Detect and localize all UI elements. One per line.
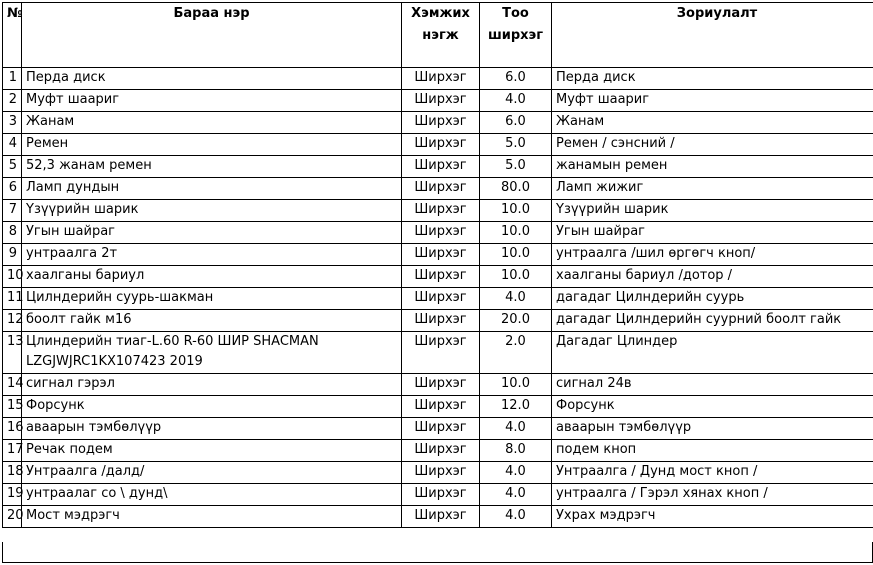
item-purpose: жанамын ремен xyxy=(552,156,873,178)
item-purpose: сигнал 24в xyxy=(552,374,873,396)
item-name-line1: сигнал гэрэл xyxy=(26,376,115,391)
header-unit-line2: нэгж xyxy=(422,28,459,43)
item-purpose: унтраалга / Гэрэл хянах кноп / xyxy=(552,484,873,506)
header-unit-line1: Хэмжих xyxy=(411,6,470,21)
item-unit: Ширхэг xyxy=(402,374,480,396)
item-name-line1: Перда диск xyxy=(26,70,106,85)
item-name xyxy=(22,222,402,244)
row-number: 20 xyxy=(3,506,22,528)
item-name-line1: унтраалга 2т xyxy=(26,246,118,261)
item-unit: Ширхэг xyxy=(402,288,480,310)
item-unit: Ширхэг xyxy=(402,222,480,244)
table-row xyxy=(3,310,873,332)
table-row xyxy=(3,506,873,528)
item-unit: Ширхэг xyxy=(402,156,480,178)
row-number: 10 xyxy=(3,266,22,288)
item-unit: Ширхэг xyxy=(402,332,480,374)
item-name xyxy=(22,462,402,484)
item-quantity: 10.0 xyxy=(480,374,552,396)
item-quantity: 10.0 xyxy=(480,244,552,266)
item-unit: Ширхэг xyxy=(402,418,480,440)
item-quantity: 4.0 xyxy=(480,462,552,484)
item-purpose: Ламп жижиг xyxy=(552,178,873,200)
item-name xyxy=(22,266,402,288)
row-number: 6 xyxy=(3,178,22,200)
item-unit: Ширхэг xyxy=(402,462,480,484)
item-quantity: 2.0 xyxy=(480,332,552,374)
row-number: 7 xyxy=(3,200,22,222)
item-quantity: 6.0 xyxy=(480,112,552,134)
item-unit: Ширхэг xyxy=(402,440,480,462)
item-name-line1: Угын шайраг xyxy=(26,224,116,239)
row-number: 12 xyxy=(3,310,22,332)
item-name-line1: Унтраалга /далд/ xyxy=(26,464,145,479)
item-name xyxy=(22,178,402,200)
table-row xyxy=(3,288,873,310)
table-row xyxy=(3,200,873,222)
item-quantity: 10.0 xyxy=(480,222,552,244)
item-purpose: аваарын тэмбөлүүр xyxy=(552,418,873,440)
item-name-line1: Цилндерийн суурь-шакман xyxy=(26,290,214,305)
table-row xyxy=(3,332,873,374)
row-number: 3 xyxy=(3,112,22,134)
header-purpose: Зориулалт xyxy=(552,3,873,68)
item-quantity: 80.0 xyxy=(480,178,552,200)
item-purpose: Ухрах мэдрэгч xyxy=(552,506,873,528)
empty-footer-row xyxy=(2,542,873,563)
item-name xyxy=(22,332,402,374)
table-row xyxy=(3,440,873,462)
row-number: 18 xyxy=(3,462,22,484)
row-number: 1 xyxy=(3,68,22,90)
row-number: 4 xyxy=(3,134,22,156)
item-quantity: 12.0 xyxy=(480,396,552,418)
row-number: 11 xyxy=(3,288,22,310)
item-purpose: Ремен / сэнсний / xyxy=(552,134,873,156)
item-name-line1: Речак подем xyxy=(26,442,113,457)
row-number: 2 xyxy=(3,90,22,112)
item-name xyxy=(22,244,402,266)
item-quantity: 5.0 xyxy=(480,134,552,156)
header-qty-line2: ширхэг xyxy=(487,28,544,43)
item-name-line1: Жанам xyxy=(26,114,75,129)
item-unit: Ширхэг xyxy=(402,90,480,112)
row-number: 14 xyxy=(3,374,22,396)
item-name xyxy=(22,134,402,156)
item-quantity: 5.0 xyxy=(480,156,552,178)
item-unit: Ширхэг xyxy=(402,200,480,222)
row-number: 19 xyxy=(3,484,22,506)
table-row xyxy=(3,396,873,418)
item-name-line1: 52,3 жанам ремен xyxy=(26,158,152,173)
row-number: 13 xyxy=(3,332,22,374)
item-quantity: 4.0 xyxy=(480,288,552,310)
row-number: 15 xyxy=(3,396,22,418)
item-name-line1: Цлиндерийн тиаг-L.60 R-60 ШИР SHACMAN xyxy=(26,334,319,349)
table-row xyxy=(3,418,873,440)
row-number: 5 xyxy=(3,156,22,178)
row-number: 16 xyxy=(3,418,22,440)
item-name xyxy=(22,156,402,178)
item-name xyxy=(22,506,402,528)
table-row xyxy=(3,462,873,484)
header-qty-line1: Тоо xyxy=(502,6,529,21)
header-unit xyxy=(402,3,480,68)
table-row xyxy=(3,266,873,288)
item-name xyxy=(22,200,402,222)
item-name-line1: Форсунк xyxy=(26,398,85,413)
header-name: Бараа нэр xyxy=(22,3,402,68)
item-quantity: 4.0 xyxy=(480,484,552,506)
item-name xyxy=(22,68,402,90)
item-purpose: Дагадаг Цлиндер xyxy=(552,332,873,374)
item-purpose: Үзүүрийн шарик xyxy=(552,200,873,222)
item-name-line1: боолт гайк м16 xyxy=(26,312,132,327)
header-qty xyxy=(480,3,552,68)
row-number: 17 xyxy=(3,440,22,462)
header-no: № xyxy=(3,3,22,68)
item-name-line1: Ламп дундын xyxy=(26,180,120,195)
row-number: 8 xyxy=(3,222,22,244)
item-name-line1: хаалганы бариул xyxy=(26,268,145,283)
item-quantity: 4.0 xyxy=(480,506,552,528)
item-name-line2: LZGJWJRC1KX107423 2019 xyxy=(26,354,203,369)
item-unit: Ширхэг xyxy=(402,396,480,418)
table-row xyxy=(3,134,873,156)
item-name-line1: аваарын тэмбөлүүр xyxy=(26,420,162,435)
item-purpose: Форсунк xyxy=(552,396,873,418)
table-row xyxy=(3,178,873,200)
table-row xyxy=(3,90,873,112)
item-quantity: 4.0 xyxy=(480,90,552,112)
item-purpose: подем кноп xyxy=(552,440,873,462)
item-purpose: Муфт шаариг xyxy=(552,90,873,112)
item-name xyxy=(22,418,402,440)
item-unit: Ширхэг xyxy=(402,134,480,156)
item-name xyxy=(22,396,402,418)
item-name xyxy=(22,484,402,506)
item-purpose: дагадаг Цилндерийн суурний боолт гайк xyxy=(552,310,873,332)
items-table xyxy=(2,2,873,528)
item-purpose: унтраалга /шил өргөгч кноп/ xyxy=(552,244,873,266)
item-name xyxy=(22,112,402,134)
item-name-line1: Үзүүрийн шарик xyxy=(26,202,139,217)
item-unit: Ширхэг xyxy=(402,68,480,90)
table-row xyxy=(3,374,873,396)
item-quantity: 10.0 xyxy=(480,266,552,288)
table-row xyxy=(3,68,873,90)
item-name-line1: Ремен xyxy=(26,136,69,151)
item-quantity: 8.0 xyxy=(480,440,552,462)
item-name xyxy=(22,288,402,310)
item-purpose: Перда диск xyxy=(552,68,873,90)
item-name-line1: унтраалаг со \ дунд\ xyxy=(26,486,168,501)
item-name xyxy=(22,440,402,462)
item-name xyxy=(22,90,402,112)
table-row xyxy=(3,484,873,506)
item-unit: Ширхэг xyxy=(402,244,480,266)
row-number: 9 xyxy=(3,244,22,266)
item-unit: Ширхэг xyxy=(402,506,480,528)
item-purpose: Жанам xyxy=(552,112,873,134)
header-row xyxy=(3,3,873,68)
item-unit: Ширхэг xyxy=(402,266,480,288)
table-row xyxy=(3,222,873,244)
item-purpose: хаалганы бариул /дотор / xyxy=(552,266,873,288)
table-row xyxy=(3,156,873,178)
table-row xyxy=(3,244,873,266)
item-name xyxy=(22,310,402,332)
item-quantity: 6.0 xyxy=(480,68,552,90)
item-purpose: Унтраалга / Дунд мост кноп / xyxy=(552,462,873,484)
table-row xyxy=(3,112,873,134)
item-quantity: 20.0 xyxy=(480,310,552,332)
item-purpose: дагадаг Цилндерийн суурь xyxy=(552,288,873,310)
item-unit: Ширхэг xyxy=(402,178,480,200)
item-purpose: Угын шайраг xyxy=(552,222,873,244)
item-quantity: 10.0 xyxy=(480,200,552,222)
item-unit: Ширхэг xyxy=(402,310,480,332)
item-unit: Ширхэг xyxy=(402,112,480,134)
item-name-line1: Муфт шаариг xyxy=(26,92,120,107)
item-unit: Ширхэг xyxy=(402,484,480,506)
item-name-line1: Мост мэдрэгч xyxy=(26,508,120,523)
item-name xyxy=(22,374,402,396)
item-quantity: 4.0 xyxy=(480,418,552,440)
